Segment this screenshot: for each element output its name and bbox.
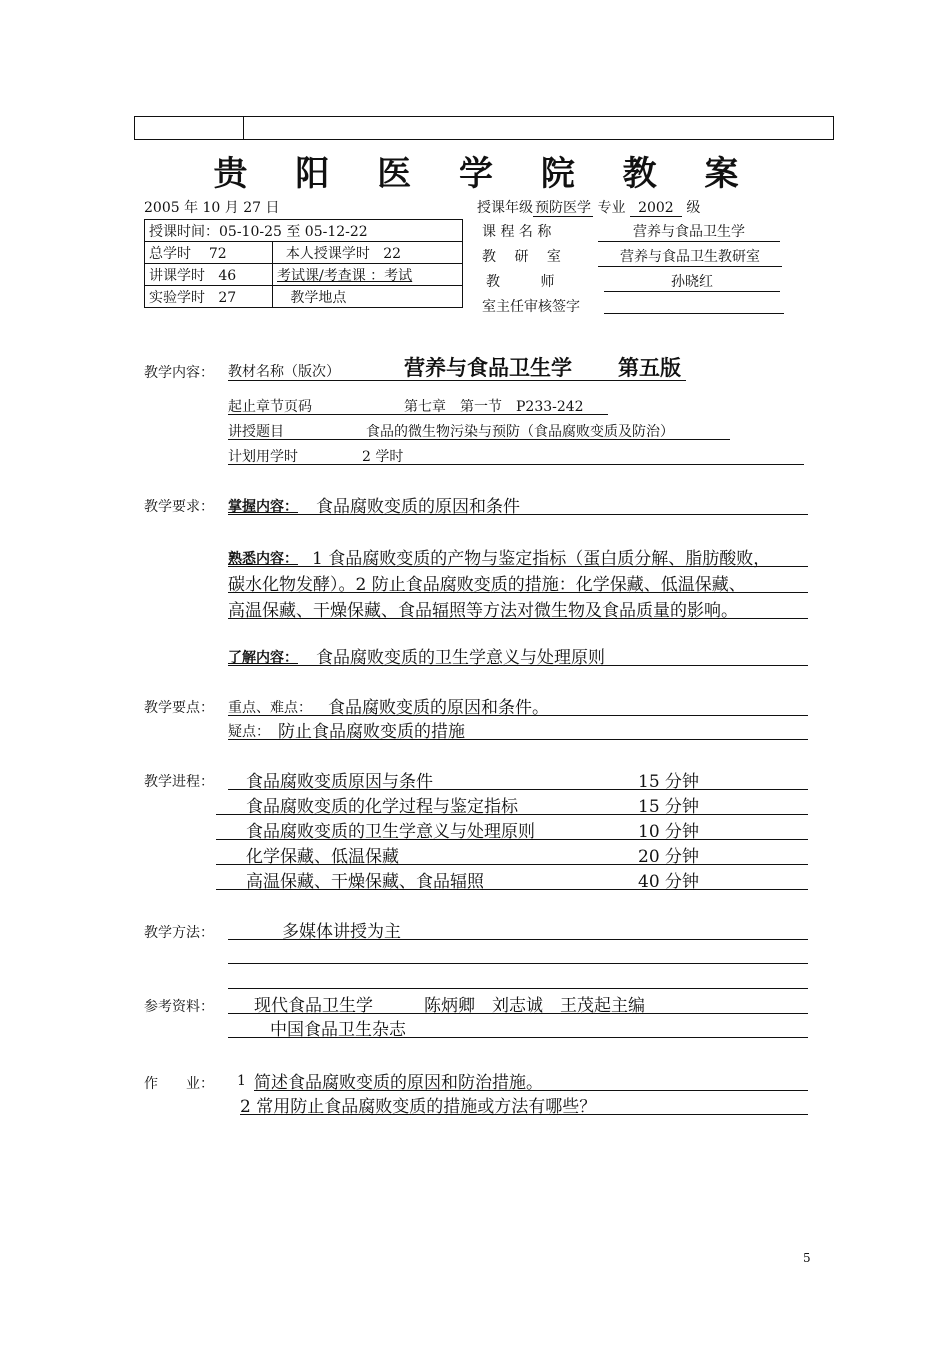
references-line-1	[228, 991, 808, 1014]
lab-hours-label: 实验学时	[149, 289, 205, 306]
total-hours-cell	[145, 242, 273, 264]
homework-2: 2 常用防止食品腐败变质的措施或方法有哪些？	[240, 1097, 597, 1117]
difficult-label: 重点、难点：	[228, 700, 312, 716]
familiar-line-3: 高温保藏、干燥保藏、食品辐照等方法对微生物及食品质量的影响。	[228, 596, 808, 619]
hours-value: 2 学时	[362, 449, 404, 465]
my-hours-cell	[273, 242, 463, 264]
date: 2005 年 10 月 27 日	[144, 200, 280, 216]
reference-1: 现代食品卫生学 陈炳卿 刘志诚 王茂起主编	[254, 996, 645, 1016]
references-line-2	[228, 1015, 808, 1038]
hours-line	[228, 446, 804, 465]
process-time: 15 分钟	[638, 797, 700, 817]
grade-year: 2002	[630, 200, 682, 217]
homework-line-2	[240, 1092, 808, 1115]
chapter-line	[228, 396, 608, 415]
grade-label: 授课年级	[477, 200, 533, 216]
review-label: 室主任审核签字	[482, 299, 580, 315]
info-table	[144, 219, 463, 308]
process-topic: 化学保藏、低温保藏	[246, 847, 399, 867]
method-label: 教学方法：	[144, 925, 214, 941]
textbook-edition: 第五版	[618, 356, 681, 380]
lecture-hours-cell	[145, 264, 273, 286]
method-line	[228, 917, 808, 940]
lab-hours-cell	[145, 286, 273, 308]
teacher-label: 教 师	[486, 274, 555, 290]
doubt-line	[228, 717, 808, 740]
header-box-divider	[243, 117, 244, 139]
total-hours-label: 总学时	[149, 245, 191, 262]
process-row	[228, 767, 808, 790]
method-blank-line	[228, 941, 808, 964]
grade-line	[477, 197, 700, 217]
lecture-hours-label: 讲课学时	[149, 267, 205, 284]
familiar-line-2: 碳水化物发酵）。2 防止食品腐败变质的措施：化学保藏、低温保藏、	[228, 570, 808, 593]
topic-value: 食品的微生物污染与预防（食品腐败变质及防治）	[366, 424, 674, 440]
difficult-line	[228, 693, 808, 716]
master-text: 食品腐败变质的原因和条件	[316, 497, 520, 517]
chapter-value: 第七章 第一节 P233-242	[404, 399, 584, 415]
page-title: 贵 阳 医 学 院 教 案	[213, 154, 757, 194]
homework-label: 作 业：	[144, 1076, 214, 1092]
my-hours-label: 本人授课学时	[285, 245, 370, 262]
requirements-label: 教学要求：	[144, 499, 214, 515]
topic-label: 讲授题目	[228, 424, 284, 440]
textbook-name: 营养与食品卫生学	[404, 356, 572, 380]
course-name-label: 课 程 名 称	[482, 224, 552, 240]
homework-1: 简述食品腐败变质的原因和防治措施。	[254, 1073, 543, 1093]
process-row	[216, 867, 808, 890]
homework-num-1: 1	[237, 1073, 246, 1089]
major-suffix: 专业	[597, 200, 626, 216]
textbook-label: 教材名称（版次）	[228, 364, 340, 380]
method-value: 多媒体讲授为主	[282, 922, 401, 942]
dept: 营养与食品卫生教研室	[598, 246, 782, 267]
process-time: 15 分钟	[638, 772, 700, 792]
master-label: 掌握内容：	[228, 499, 298, 515]
location-cell	[273, 286, 463, 308]
dept-label: 教 研 室	[482, 249, 561, 265]
homework-line-1	[254, 1068, 808, 1091]
familiar-line-1	[228, 544, 808, 567]
year-suffix: 级	[686, 200, 701, 216]
process-row	[216, 842, 808, 865]
know-text: 食品腐败变质的卫生学意义与处理原则	[316, 648, 605, 668]
teaching-time: 授课时间：05-10-25 至 05-12-22	[145, 220, 463, 242]
master-line	[228, 492, 808, 515]
familiar-text-1: 1 食品腐败变质的产物与鉴定指标（蛋白质分解、脂肪酸败，	[312, 549, 771, 569]
reference-2: 中国食品卫生杂志	[270, 1020, 406, 1040]
familiar-label: 熟悉内容：	[228, 551, 298, 567]
location-label: 教学地点	[290, 289, 347, 306]
exam-type-cell	[273, 264, 463, 286]
lab-hours-value: 27	[218, 289, 237, 306]
review-signature-line	[604, 296, 784, 314]
doubt-label: 疑点：	[228, 724, 270, 740]
doubt-text: 防止食品腐败变质的措施	[278, 722, 465, 742]
process-topic: 高温保藏、干燥保藏、食品辐照	[246, 872, 484, 892]
total-hours-value: 72	[208, 245, 227, 262]
topic-line	[228, 421, 730, 440]
process-label: 教学进程：	[144, 774, 214, 790]
process-topic: 食品腐败变质的卫生学意义与处理原则	[246, 822, 535, 842]
process-row	[216, 792, 808, 815]
process-time: 20 分钟	[638, 847, 700, 867]
textbook-line	[228, 352, 686, 381]
chapter-label: 起止章节页码	[228, 399, 312, 415]
process-topic: 食品腐败变质的化学过程与鉴定指标	[246, 797, 518, 817]
keypoints-label: 教学要点：	[144, 700, 214, 716]
header-box	[134, 116, 834, 140]
know-label: 了解内容：	[228, 650, 298, 666]
references-top-line	[228, 966, 808, 989]
page-number: 5	[803, 1251, 811, 1265]
process-row	[216, 817, 808, 840]
process-topic: 食品腐败变质原因与条件	[246, 772, 433, 792]
know-line	[228, 643, 808, 666]
hours-label: 计划用学时	[228, 449, 298, 465]
difficult-text: 食品腐败变质的原因和条件。	[328, 698, 549, 718]
process-time: 10 分钟	[638, 822, 700, 842]
teacher: 孙晓红	[604, 271, 780, 292]
references-label: 参考资料：	[144, 999, 214, 1015]
my-hours-value: 22	[383, 245, 402, 262]
process-time: 40 分钟	[638, 872, 700, 892]
content-label: 教学内容：	[144, 365, 214, 381]
exam-type: 考试课/考查课 ：考试	[277, 267, 413, 284]
major: 预防医学	[535, 200, 591, 216]
course-name: 营养与食品卫生学	[598, 221, 780, 242]
lecture-hours-value: 46	[218, 267, 237, 284]
